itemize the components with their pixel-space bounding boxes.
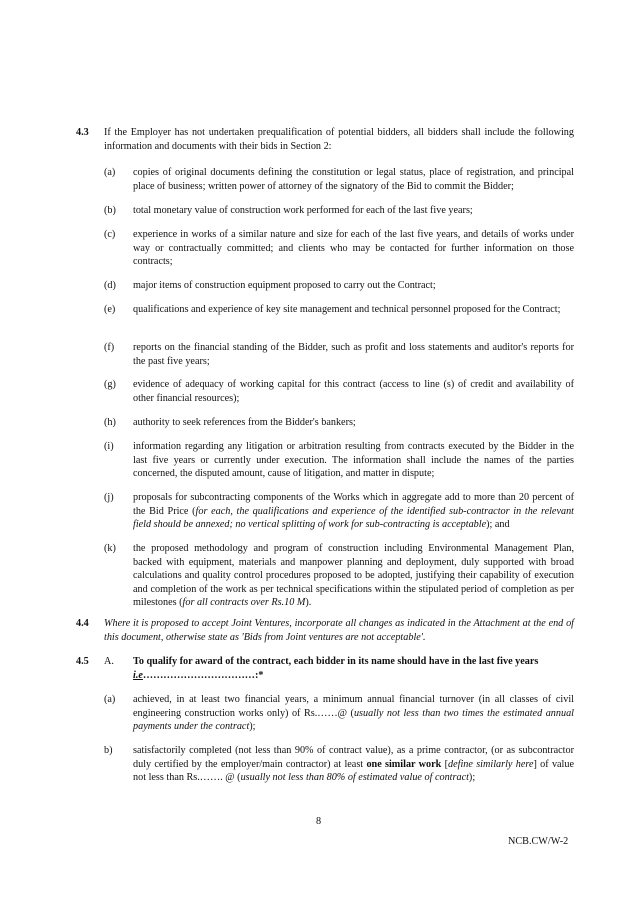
item-text: evidence of adequacy of working capital for this contract (access to line (s) of credit and availability of other financial resources); [133, 379, 574, 404]
item-label: (i) [104, 441, 114, 452]
item-text-part: [ [441, 758, 449, 770]
section-number-4-3: 4.3 [76, 127, 89, 138]
item-text [133, 542, 574, 610]
item-text-part: ); and [486, 519, 510, 531]
section-4-3-intro: If the Employer has not undertaken prequalification of potential bidders, all bidders shall include the following information and documents with their bids in Section 2: [104, 127, 574, 152]
item-text: qualifications and experience of key site management and technical personnel proposed for the Contract; [133, 304, 561, 315]
subsection-a-tail: :* [254, 669, 264, 681]
item-text-part: proposals for subcontracting components of the Works which in aggregate add to more than 20 percent of the Bid Price ( [133, 492, 574, 517]
item-text-part: ); [249, 721, 256, 733]
item-text: experience in works of a similar nature and size for each of the last five years, and details of works under way or contractually committed; and clients who may be contacted for further information on those contracts; [133, 229, 574, 268]
item-text-italic: usually not less than two times the estimated annual payments under the contract [133, 707, 575, 733]
item-label: (e) [104, 304, 116, 315]
item-label: (a) [104, 694, 116, 705]
document-code: NCB.CW/W-2 [508, 836, 569, 847]
item-text: total monetary value of construction work performed for each of the last five years; [133, 205, 473, 216]
item-text: authority to seek references from the Bidder's bankers; [133, 417, 356, 428]
item-text-italic: define similarly here [448, 758, 534, 770]
item-text [133, 491, 574, 532]
page-number: 8 [316, 816, 322, 827]
item-label: (f) [104, 342, 115, 353]
item-text-part: ). [305, 597, 312, 609]
subsection-a-main: To qualify for award of the contract, each bidder in its name should have in the last five years [133, 656, 539, 667]
item-text: information regarding any litigation or arbitration resulting from contracts executed by the Bidder in the last five years or currently under execution. The information shall include the names of the parties concerned, the disputed amount, cause of litigation, and matter in dispute; [133, 441, 574, 480]
subsection-a-dots: …………………………… [142, 669, 255, 681]
item-text-part: ); [468, 772, 476, 784]
subsection-a-text [133, 655, 574, 682]
item-label: (j) [104, 492, 114, 503]
subsection-a-ie: i.e [133, 669, 143, 681]
item-text-part: achieved, in at least two financial years, a minimum annual financial turnover (in all classes of civil engineering construction works only) of Rs.……@ ( [133, 694, 574, 719]
item-label: (k) [104, 543, 116, 554]
item-text-part: the proposed methodology and program of construction including Environmental Management Plan, backed with equipment, materials and manpower planning and deployment, duly supported with broad calculations and quality control procedures proposed to be adopted, justifying their capability of execution and completion of the work as per technical specifications within the stipulated period of completion as per milestones ( [133, 543, 574, 609]
item-label: (g) [104, 379, 116, 390]
item-text: copies of original documents defining the constitution or legal status, place of registration, and principal place of business; written power of attorney of the signatory of the Bid to commit the Bidder; [133, 167, 574, 192]
subsection-label: A. [104, 656, 114, 667]
item-text: reports on the financial standing of the Bidder, such as profit and loss statements and auditor's reports for the past five years; [133, 342, 574, 367]
item-text-italic: for each, the qualifications and experience of the identified sub-contractor in the relevant field should be annexed; no vertical splitting of work for sub-contracting is acceptable [133, 505, 574, 531]
item-label: (d) [104, 280, 116, 291]
section-number-4-4: 4.4 [76, 618, 89, 629]
item-label: (h) [104, 417, 116, 428]
item-label: (a) [104, 167, 116, 178]
item-label: b) [104, 745, 113, 756]
section-number-4-5: 4.5 [76, 656, 89, 667]
item-text [133, 744, 574, 785]
section-4-4-text: Where it is proposed to accept Joint Ventures, incorporate all changes as indicated in the Attachment at the end of this document, otherwise state as 'Bids from Joint ventures are not acceptable'. [104, 618, 574, 643]
item-text-italic: usually not less than 80% of estimated value of contract [240, 772, 469, 784]
item-text-bold: one similar work [366, 758, 442, 770]
item-text-part: satisfactorily completed (not less than 90% of contract value), as a prime contractor, (or as subcontractor duly certified by the employer/main contractor) at least [133, 745, 574, 770]
item-text [133, 693, 574, 734]
item-label: (b) [104, 205, 116, 216]
item-text-part: ] of value not less than Rs.……. @ ( [133, 758, 575, 784]
item-label: (c) [104, 229, 116, 240]
item-text: major items of construction equipment proposed to carry out the Contract; [133, 280, 436, 291]
item-text-italic: for all contracts over Rs.10 M [182, 597, 306, 609]
